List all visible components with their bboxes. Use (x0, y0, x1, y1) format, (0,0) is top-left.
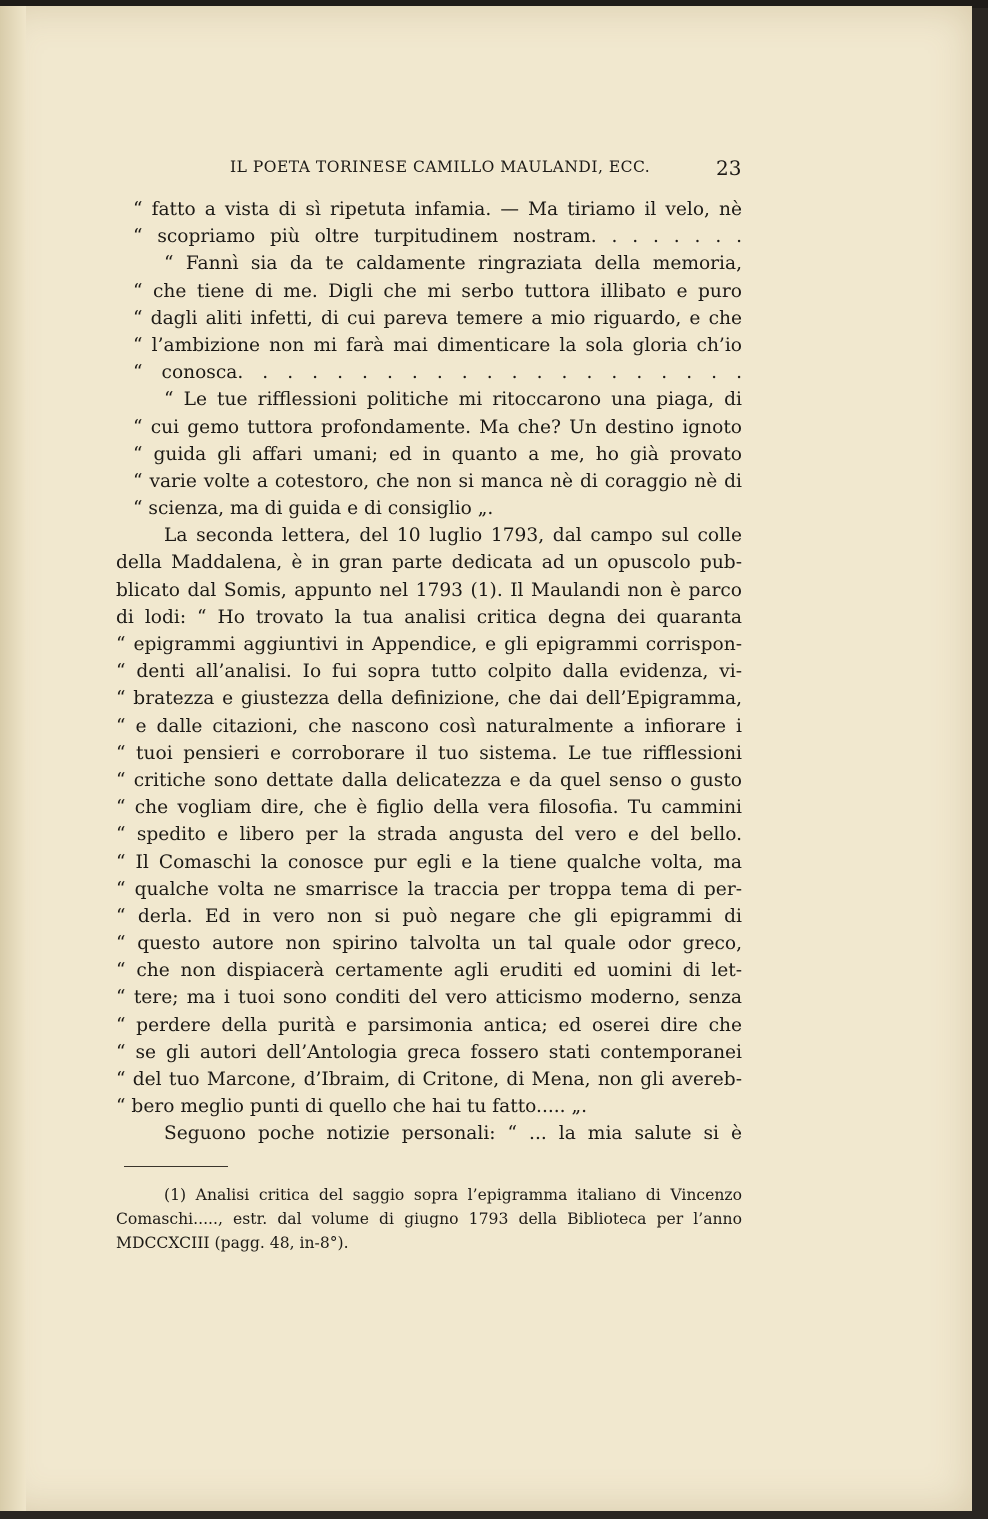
text-line: “ qualche volta ne smarrisce la traccia per troppa tema di per- (116, 878, 742, 900)
footnote-line: (1) Analisi critica del saggio sopra l’epigramma italiano di Vincenzo (164, 1186, 742, 1204)
text-line: “ del tuo Marcone, d’Ibraim, di Critone, di Mena, non gli avereb- (116, 1069, 742, 1090)
text-line: “ scienza, ma di guida e di consiglio „. (133, 498, 494, 520)
page-number: 23 (716, 156, 742, 180)
text-line: “ bratezza e giustezza della definizione, che dai dell’Epigramma, (116, 688, 742, 710)
text-line: “ che vogliam dire, che è figlio della vera filosofia. Tu cammini (116, 797, 742, 819)
footnote-rule (124, 1166, 228, 1167)
text-line: “ guida gli affari umani; ed in quanto a me, ho già provato (133, 443, 742, 465)
text-line: Seguono poche notizie personali: “ ... la mia salute si è (164, 1123, 742, 1145)
footnote-line: MDCCXCIII (pagg. 48, in-8°). (116, 1234, 349, 1252)
text-line: “ che non dispiacerà certamente agli eruditi ed uomini di let- (116, 960, 742, 982)
text-line: “ Le tue rifflessioni politiche mi ritoccarono una piaga, di (164, 389, 742, 411)
text-line: della Maddalena, è in gran parte dedicata ad un opuscolo pub- (116, 552, 742, 574)
text-line: “ derla. Ed in vero non si può negare che gli epigrammi di (116, 905, 742, 927)
text-line: “ spedito e libero per la strada angusta del vero e del bello. (116, 824, 742, 846)
footnotes (116, 1183, 742, 1255)
text-line: “ questo autore non spirino talvolta un tal quale odor greco, (116, 933, 742, 955)
text-line: “ tere; ma i tuoi sono conditi del vero atticismo moderno, senza (116, 987, 742, 1009)
text-line: di lodi: “ Ho trovato la tua analisi critica degna dei quaranta (116, 606, 742, 628)
text-line: “ conosca. . . . . . . . . . . . . . . . . . . . . (133, 362, 742, 384)
book-page (0, 6, 972, 1511)
text-line: “ denti all’analisi. Io fui sopra tutto colpito dalla evidenza, vi- (116, 661, 742, 683)
text-line: “ l’ambizione non mi farà mai dimenticare la sola gloria ch’io (133, 334, 742, 356)
text-line: “ Il Comaschi la conosce pur egli e la tiene qualche volta, ma (116, 851, 742, 873)
text-line: “ epigrammi aggiuntivi in Appendice, e gli epigrammi corrispon- (116, 634, 742, 655)
body-text (116, 196, 742, 1148)
text-line: “ critiche sono dettate dalla delicatezza e da quel senso o gusto (116, 769, 742, 791)
running-title: IL POETA TORINESE CAMILLO MAULANDI, ECC. (230, 158, 651, 176)
text-line: “ bero meglio punti di quello che hai tu fatto..... „. (116, 1096, 588, 1118)
text-line: “ perdere della purità e parsimonia antica; ed oserei dire che (116, 1014, 742, 1036)
text-line: “ varie volte a cotestoro, che non si manca nè di coraggio nè di (133, 470, 742, 492)
text-line: “ e dalle citazioni, che nascono così naturalmente a infiorare i (116, 715, 742, 737)
text-line: “ dagli aliti infetti, di cui pareva temere a mio riguardo, e che (133, 307, 742, 329)
text-line: “ che tiene di me. Digli che mi serbo tuttora illibato e puro (133, 280, 742, 302)
footnote-line: Comaschi....., estr. dal volume di giugno 1793 della Biblioteca per l’anno (116, 1210, 742, 1228)
text-line: “ se gli autori dell’Antologia greca fossero stati contemporanei (116, 1041, 742, 1063)
text-line: “ scopriamo più oltre turpitudinem nostram. . . . . . . . (133, 226, 742, 248)
text-line: blicato dal Somis, appunto nel 1793 (1). Il Maulandi non è parco (116, 579, 742, 601)
text-line: “ fatto a vista di sì ripetuta infamia. — Ma tiriamo il velo, nè (133, 199, 742, 220)
text-line: “ tuoi pensieri e corroborare il tuo sistema. Le tue rifflessioni (116, 742, 742, 764)
text-line: “ Fannì sia da te caldamente ringraziata della memoria, (164, 253, 742, 275)
text-line: La seconda lettera, del 10 luglio 1793, dal campo sul colle (164, 525, 742, 547)
text-line: “ cui gemo tuttora profondamente. Ma che? Un destino ignoto (133, 416, 742, 438)
